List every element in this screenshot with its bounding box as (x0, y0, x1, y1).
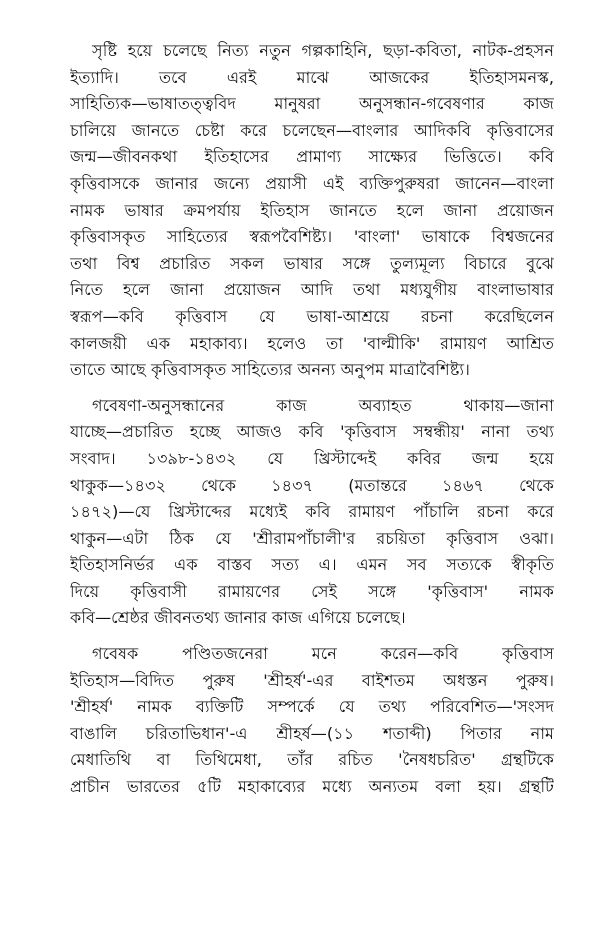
text-line: নামক ভাষার ক্রমপর্যায় ইতিহাস জানতে হলে জানা প্রয়োজন (70, 200, 554, 220)
paragraph-2 (70, 393, 554, 632)
text-line: থাকুন—এটা ঠিক যে 'শ্রীরামপাঁচালী'র রচয়িতা কৃত্তিবাস ওঝা। (70, 528, 554, 548)
text-line: তাতে আছে কৃত্তিবাসকৃত সাহিত্যের অনন্য অনুপম মাত্রাবৈশিষ্ট্য। (70, 360, 470, 380)
paragraph-1 (70, 38, 554, 384)
text-line: তথা বিশ্ব প্রচারিত সকল ভাষার সঙ্গে তুল্যমূল্য বিচারে বুঝে (70, 253, 554, 273)
text-line: ইত্যাদি। তবে এরই মাঝে আজকের ইতিহাসমনস্ক, (70, 67, 554, 87)
text-line: ১৪৭২)—যে খ্রিস্টাব্দের মধ্যেই কবি রামায়ণ পাঁচালি রচনা করে (70, 502, 554, 522)
text-line: স্বরূপ—কবি কৃত্তিবাস যে ভাষা-আশ্রয়ে রচনা করেছিলেন (70, 306, 554, 326)
text-line: গবেষক পণ্ডিতজনেরা মনে করেন—কবি কৃত্তিবাস (92, 644, 554, 664)
text-line: প্রাচীন ভারতের ৫টি মহাকাব্যের মধ্যে অন্যতম বলা হয়। গ্রন্থটি (70, 777, 554, 797)
text-line: 'শ্রীহর্ষ' নামক ব্যক্তিটি সম্পর্কে যে তথ্য পরিবেশিত—'সংসদ (70, 697, 554, 717)
text-line: যাচ্ছে—প্রচারিত হচ্ছে আজও কবি 'কৃত্তিবাস সম্বন্ধীয়' নানা তথ্য (70, 422, 554, 442)
text-line: ইতিহাস—বিদিত পুরুষ 'শ্রীহর্ষ'-এর বাইশতম অধস্তন পুরুষ। (70, 670, 554, 690)
text-line: বাঙালি চরিতাভিধান'-এ শ্রীহর্ষ—(১১ শতাব্দী) পিতার নাম (70, 723, 554, 743)
text-line: কৃত্তিবাসকৃত সাহিত্যের স্বরূপবৈশিষ্ট্য। 'বাংলা' ভাষাকে বিশ্বজনের (70, 227, 554, 247)
text-line: সৃষ্টি হয়ে চলেছে নিত্য নতুন গল্পকাহিনি, ছড়া-কবিতা, নাটক-প্রহসন (92, 41, 554, 60)
text-line: গবেষণা-অনুসন্ধানের কাজ অব্যাহত থাকায়—জানা (92, 395, 554, 415)
text-line: জন্ম—জীবনকথা ইতিহাসের প্রামাণ্য সাক্ষ্যের ভিত্তিতে। কবি (70, 147, 554, 167)
text-line: কৃত্তিবাসকে জানার জন্যে প্রয়াসী এই ব্যক্তিপুরুষরা জানেন—বাংলা (70, 173, 554, 193)
text-line: সংবাদ। ১৩৯৮-১৪৩২ যে খ্রিস্টাব্দেই কবির জন্ম হয়ে (70, 448, 554, 468)
text-line: মেধাতিথি বা তিথিমেধা, তাঁর রচিত 'নৈষধচরিত' গ্রন্থটিকে (70, 750, 554, 770)
text-line: ইতিহাসনির্ভর এক বাস্তব সত্য এ। এমন সব সত্যকে স্বীকৃতি (70, 555, 554, 575)
text-line: সাহিত্যিক—ভাষাতত্ত্ববিদ মানুষরা অনুসন্ধান-গবেষণার কাজ (70, 94, 554, 114)
text-line: থাকুক—১৪৩২ থেকে ১৪৩৭ (মতান্তরে ১৪৬৭ থেকে (70, 475, 554, 495)
text-line: চালিয়ে জানতে চেষ্টা করে চলেছেন—বাংলার আদিকবি কৃত্তিবাসের (70, 120, 554, 140)
text-line: কবি—শ্রেষ্ঠর জীবনতথ্য জানার কাজ এগিয়ে চলেছে। (70, 608, 406, 628)
text-line: নিতে হলে জানা প্রয়োজন আদি তথা মধ্যযুগীয় বাংলাভাষার (70, 280, 554, 300)
paragraph-3 (70, 641, 554, 801)
text-line: কালজয়ী এক মহাকাব্য। হলেও তা 'বাল্মীকি' রামায়ণ আশ্রিত (70, 333, 554, 353)
text-line: দিয়ে কৃত্তিবাসী রামায়ণের সেই সঙ্গে 'কৃত্তিবাস' নামক (70, 581, 554, 601)
